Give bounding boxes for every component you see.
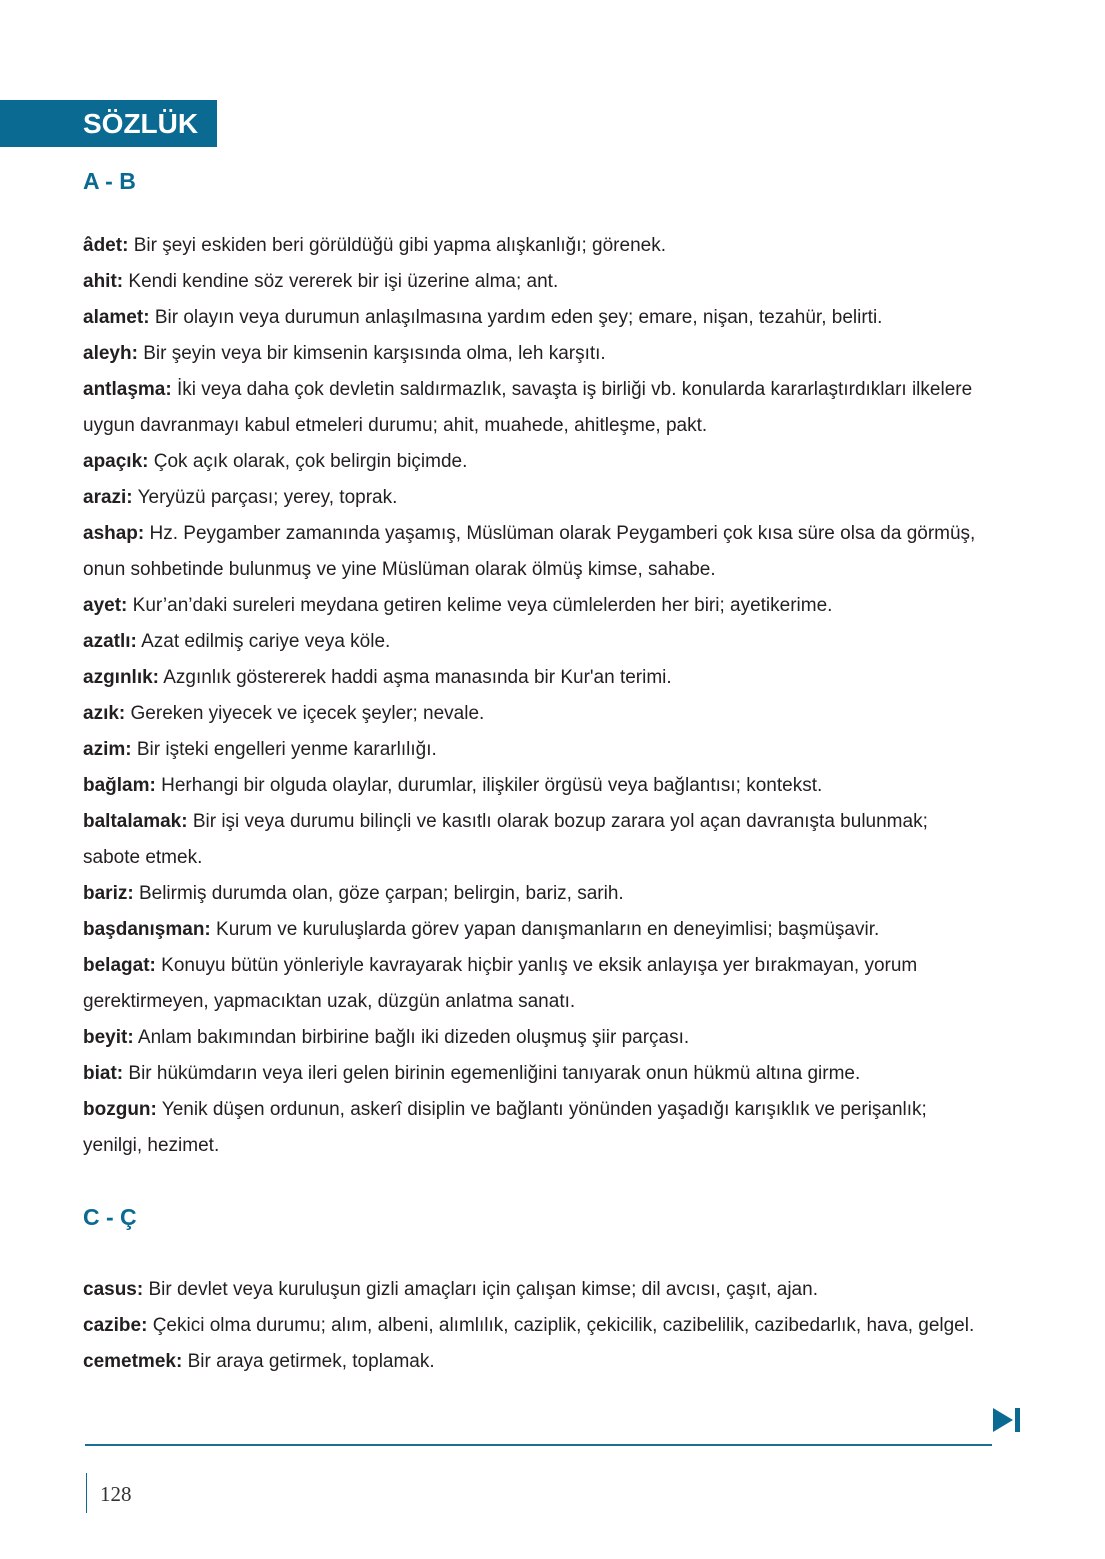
- page-number-divider: [86, 1473, 87, 1513]
- glossary-term: apaçık:: [83, 451, 149, 472]
- glossary-definition: Azat edilmiş cariye veya köle.: [141, 631, 391, 652]
- glossary-entry: [83, 660, 983, 696]
- glossary-term: azim:: [83, 739, 132, 760]
- glossary-definition: Bir şeyin veya bir kimsenin karşısında olma, leh karşıtı.: [143, 343, 606, 364]
- glossary-definition: Bir araya getirmek, toplamak.: [187, 1351, 435, 1372]
- glossary-definition: Belirmiş durumda olan, göze çarpan; belirgin, bariz, sarih.: [138, 883, 624, 904]
- section-heading-c-c: C - Ç: [83, 1204, 137, 1230]
- page-number: 128: [100, 1482, 132, 1506]
- glossary-entry: [83, 1092, 983, 1164]
- glossary-entry: [83, 912, 983, 948]
- glossary-entry: [83, 696, 983, 732]
- glossary-term: azatlı:: [83, 631, 137, 652]
- page-title: SÖZLÜK: [83, 108, 199, 139]
- glossary-definition: Kurum ve kuruluşlarda görev yapan danışmanların en deneyimlisi; başmüşavir.: [216, 919, 880, 940]
- glossary-entry: [83, 804, 983, 876]
- glossary-entry: [83, 444, 983, 480]
- glossary-term: beyit:: [83, 1027, 134, 1048]
- glossary-definition: Herhangi bir olguda olaylar, durumlar, ilişkiler örgüsü veya bağlantısı; kontekst.: [161, 775, 823, 796]
- glossary-definition: Bir devlet veya kuruluşun gizli amaçları için çalışan kimse; dil avcısı, çaşıt, ajan.: [148, 1279, 818, 1300]
- next-page-icon[interactable]: [993, 1408, 1021, 1432]
- glossary-definition: Bir şeyi eskiden beri görüldüğü gibi yapma alışkanlığı; görenek.: [133, 235, 666, 256]
- glossary-entry: [83, 1344, 983, 1380]
- glossary-term: biat:: [83, 1063, 124, 1084]
- glossary-definition: Yeryüzü parçası; yerey, toprak.: [137, 487, 398, 508]
- glossary-entry: [83, 1020, 983, 1056]
- glossary-definition: Gereken yiyecek ve içecek şeyler; nevale.: [130, 703, 485, 724]
- glossary-entry: [83, 372, 983, 444]
- glossary-entry: [83, 1056, 983, 1092]
- glossary-term: bariz:: [83, 883, 134, 904]
- glossary-term: aleyh:: [83, 343, 138, 364]
- glossary-entry: [83, 336, 983, 372]
- glossary-definition: Konuyu bütün yönleriyle kavrayarak hiçbir yanlış ve eksik anlayışa yer bırakmayan, yorum gerektirmeyen, yapmacıktan uzak, düzgün anlatma sanatı.: [83, 955, 918, 1012]
- footer-divider: [85, 1444, 992, 1446]
- glossary-entry: [83, 480, 983, 516]
- glossary-term: cemetmek:: [83, 1351, 183, 1372]
- glossary-definition: Hz. Peygamber zamanında yaşamış, Müslüman olarak Peygamberi çok kısa süre olsa da görmüş, onun sohbetinde bulunmuş ve yine Müslüman olarak ölmüş kimse, sahabe.: [83, 523, 976, 580]
- glossary-entry: [83, 228, 983, 264]
- glossary-term: ashap:: [83, 523, 145, 544]
- glossary-entry: [83, 1272, 983, 1308]
- glossary-definition: Kur’an’daki sureleri meydana getiren kelime veya cümlelerden her biri; ayetikerime.: [132, 595, 833, 616]
- glossary-term: belagat:: [83, 955, 156, 976]
- glossary-entry: [83, 516, 983, 588]
- glossary-entry: [83, 948, 983, 1020]
- glossary-entry: [83, 264, 983, 300]
- glossary-definition: Bir işteki engelleri yenme kararlılığı.: [136, 739, 437, 760]
- glossary-term: antlaşma:: [83, 379, 172, 400]
- glossary-definition: Bir hükümdarın veya ileri gelen birinin egemenliğini tanıyarak onun hükmü altına girme.: [128, 1063, 861, 1084]
- glossary-term: bozgun:: [83, 1099, 157, 1120]
- glossary-term: casus:: [83, 1279, 144, 1300]
- glossary-term: baltalamak:: [83, 811, 188, 832]
- glossary-entry: [83, 876, 983, 912]
- glossary-definition: Çok açık olarak, çok belirgin biçimde.: [153, 451, 468, 472]
- glossary-entry: [83, 768, 983, 804]
- glossary-term: arazi:: [83, 487, 133, 508]
- glossary-definition: Anlam bakımından birbirine bağlı iki dizeden oluşmuş şiir parçası.: [137, 1027, 690, 1048]
- glossary-definition: Azgınlık göstererek haddi aşma manasında bir Kur'an terimi.: [163, 667, 672, 688]
- glossary-definition: İki veya daha çok devletin saldırmazlık, savaşta iş birliği vb. konularda kararlaştırdıkları ilkelere uygun davranmayı kabul etmeleri durumu; ahit, muahede, ahitleşme, pakt.: [83, 379, 973, 436]
- glossary-definition: Bir işi veya durumu bilinçli ve kasıtlı olarak bozup zarara yol açan davranışta bulunmak; sabote etmek.: [83, 811, 928, 868]
- glossary-term: azık:: [83, 703, 126, 724]
- glossary-entry: [83, 732, 983, 768]
- glossary-term: bağlam:: [83, 775, 156, 796]
- glossary-definition: Bir olayın veya durumun anlaşılmasına yardım eden şey; emare, nişan, tezahür, belirti.: [154, 307, 883, 328]
- glossary-entry: [83, 1308, 983, 1344]
- glossary-term: alamet:: [83, 307, 150, 328]
- glossary-entry: [83, 588, 983, 624]
- section-heading-a-b: A - B: [83, 168, 136, 194]
- glossary-definition: Yenik düşen ordunun, askerî disiplin ve bağlantı yönünden yaşadığı karışıklık ve perişanlık; yenilgi, hezimet.: [83, 1099, 927, 1156]
- glossary-term: azgınlık:: [83, 667, 160, 688]
- glossary-definition: Kendi kendine söz vererek bir işi üzerine alma; ant.: [128, 271, 559, 292]
- glossary-term: ayet:: [83, 595, 128, 616]
- glossary-list-a-b: [83, 228, 983, 1164]
- glossary-term: âdet:: [83, 235, 129, 256]
- glossary-definition: Çekici olma durumu; alım, albeni, alımlılık, caziplik, çekicilik, cazibelilik, cazibedarlık, hava, gelgel.: [152, 1315, 975, 1336]
- glossary-entry: [83, 624, 983, 660]
- title-banner: [0, 100, 217, 147]
- glossary-term: başdanışman:: [83, 919, 211, 940]
- glossary-term: cazibe:: [83, 1315, 148, 1336]
- glossary-entry: [83, 300, 983, 336]
- glossary-list-c-c: [83, 1272, 983, 1380]
- glossary-term: ahit:: [83, 271, 124, 292]
